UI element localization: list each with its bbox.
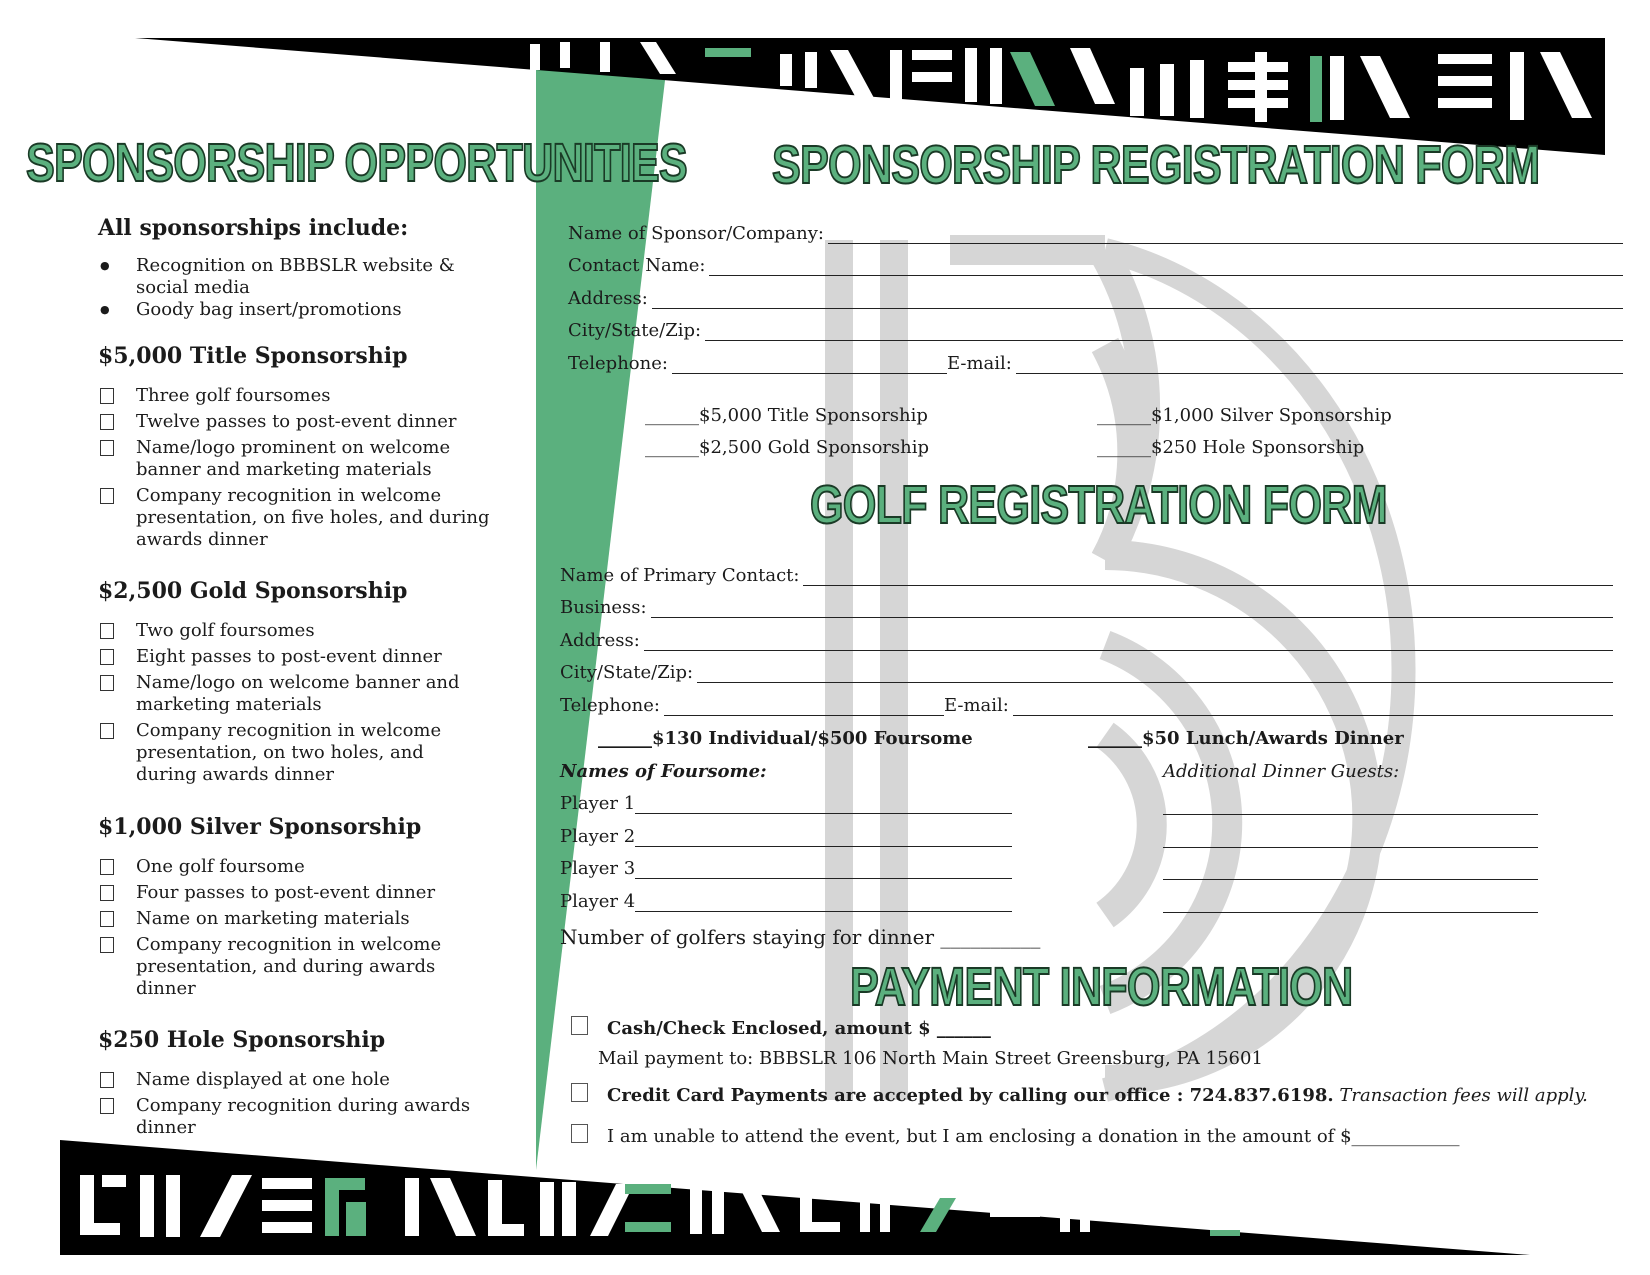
cash-check-checkbox[interactable] — [571, 1016, 588, 1035]
golf-registration-title: GOLF REGISTRATION FORM — [810, 475, 1387, 535]
credit-card-checkbox[interactable] — [571, 1083, 588, 1102]
checkbox-icon — [100, 1098, 114, 1114]
primary-contact-field[interactable]: Name of Primary Contact: — [560, 565, 1613, 586]
player-4-field[interactable]: Player 4 — [560, 891, 1012, 912]
includes-list — [100, 255, 470, 321]
individual-foursome-option[interactable]: ______$130 Individual/$500 Foursome — [598, 728, 973, 749]
checkbox-icon — [100, 675, 114, 691]
list-item: One golf foursome — [100, 856, 490, 878]
sponsorship-registration-title: SPONSORSHIP REGISTRATION FORM — [772, 135, 1540, 195]
gold-sponsorship-option[interactable]: ______$2,500 Gold Sponsorship — [645, 437, 929, 458]
list-item: Three golf foursomes — [100, 385, 490, 407]
sponsor-address-field[interactable]: Address: — [568, 288, 1623, 309]
silver-sponsorship-option[interactable]: ______$1,000 Silver Sponsorship — [1097, 405, 1392, 426]
checkbox-icon — [100, 723, 114, 739]
checkbox-icon — [100, 623, 114, 639]
checkbox-icon — [100, 911, 114, 927]
list-item: Name/logo on welcome banner and marketing materials — [100, 672, 490, 716]
hole-sponsorship-benefits — [100, 1069, 490, 1143]
includes-heading: All sponsorships include: — [98, 215, 409, 241]
title-sponsorship-option[interactable]: ______$5,000 Title Sponsorship — [645, 405, 928, 426]
foursome-label: Names of Foursome: — [560, 761, 767, 782]
sponsor-name-field[interactable]: Name of Sponsor/Company: — [568, 223, 1623, 244]
player-1-field[interactable]: Player 1 — [560, 793, 1012, 814]
gold-sponsorship-benefits — [100, 620, 490, 790]
bottom-banner — [60, 1140, 1530, 1255]
list-item: Company recognition in welcome presentation, and during awards dinner — [100, 934, 490, 1000]
title-sponsorship-benefits — [100, 385, 490, 555]
sponsorship-opportunities-title: SPONSORSHIP OPPORTUNITIES — [26, 133, 687, 193]
golf-phone-email-row[interactable]: Telephone: E-mail: — [560, 695, 1613, 716]
player-2-field[interactable]: Player 2 — [560, 826, 1012, 847]
list-item: ● Recognition on BBBSLR website & social media — [100, 255, 470, 299]
list-item: Name displayed at one hole — [100, 1069, 490, 1091]
credit-card-label: Credit Card Payments are accepted by calling our office : 724.837.6198. Transaction fees will apply. — [607, 1085, 1588, 1106]
dinner-guest-line[interactable] — [1163, 846, 1538, 848]
hole-sponsorship-option[interactable]: ______$250 Hole Sponsorship — [1097, 437, 1365, 458]
golf-city-field[interactable]: City/State/Zip: — [560, 662, 1613, 683]
list-item: Name on marketing materials — [100, 908, 490, 930]
silver-sponsorship-heading: $1,000 Silver Sponsorship — [98, 814, 422, 840]
title-sponsorship-heading: $5,000 Title Sponsorship — [98, 343, 408, 369]
checkbox-icon — [100, 859, 114, 875]
list-item: Company recognition in welcome presentation, on five holes, and during awards dinner — [100, 485, 490, 551]
list-item: Two golf foursomes — [100, 620, 490, 642]
business-field[interactable]: Business: — [560, 597, 1613, 618]
cash-check-label: Cash/Check Enclosed, amount $ ______ — [607, 1018, 991, 1039]
silver-sponsorship-benefits — [100, 856, 490, 1004]
dinner-guest-line[interactable] — [1163, 813, 1538, 815]
list-item: Name/logo prominent on welcome banner and marketing materials — [100, 437, 490, 481]
gold-sponsorship-heading: $2,500 Gold Sponsorship — [98, 578, 408, 604]
dinner-guest-line[interactable] — [1163, 878, 1538, 880]
contact-name-field[interactable]: Contact Name: — [568, 255, 1623, 276]
checkbox-icon — [100, 937, 114, 953]
list-item: Twelve passes to post-event dinner — [100, 411, 490, 433]
checkbox-icon — [100, 488, 114, 504]
checkbox-icon — [100, 649, 114, 665]
list-item: Eight passes to post-event dinner — [100, 646, 490, 668]
dinner-guest-line[interactable] — [1163, 911, 1538, 913]
list-item: Four passes to post-event dinner — [100, 882, 490, 904]
checkbox-icon — [100, 414, 114, 430]
payment-information-title: PAYMENT INFORMATION — [850, 957, 1353, 1017]
player-3-field[interactable]: Player 3 — [560, 858, 1012, 879]
checkbox-icon — [100, 440, 114, 456]
lunch-dinner-option[interactable]: ______$50 Lunch/Awards Dinner — [1088, 728, 1404, 749]
sponsor-city-field[interactable]: City/State/Zip: — [568, 320, 1623, 341]
sponsor-phone-email-row[interactable]: Telephone: E-mail: — [568, 353, 1623, 374]
list-item: ● Goody bag insert/promotions — [100, 299, 470, 321]
golf-address-field[interactable]: Address: — [560, 630, 1613, 651]
mail-payment-text: Mail payment to: BBBSLR 106 North Main Street Greensburg, PA 15601 — [598, 1048, 1263, 1069]
checkbox-icon — [100, 1072, 114, 1088]
donation-label: I am unable to attend the event, but I am enclosing a donation in the amount of $____________ — [607, 1126, 1460, 1147]
donation-checkbox[interactable] — [571, 1124, 588, 1143]
checkbox-icon — [100, 388, 114, 404]
list-item: Company recognition during awards dinner — [100, 1095, 490, 1139]
dinner-count-field[interactable]: Number of golfers staying for dinner __________ — [560, 925, 1041, 949]
list-item: Company recognition in welcome presentation, on two holes, and during awards dinner — [100, 720, 490, 786]
dinner-guests-label: Additional Dinner Guests: — [1163, 761, 1400, 782]
hole-sponsorship-heading: $250 Hole Sponsorship — [98, 1027, 386, 1053]
checkbox-icon — [100, 885, 114, 901]
